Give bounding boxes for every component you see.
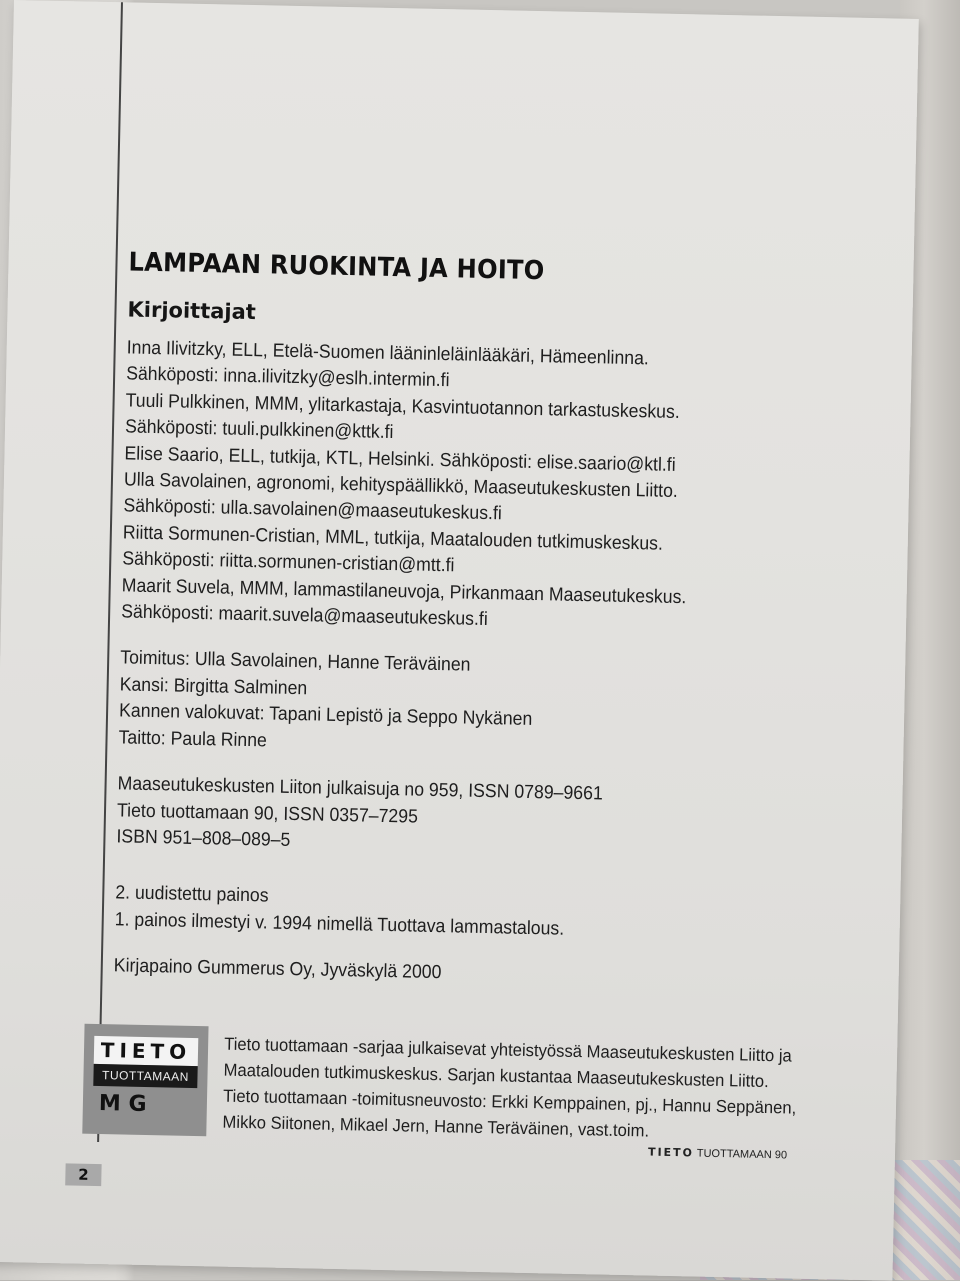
author-line: Ulla Savolainen, agronomi, kehityspäällikkö, Maaseutukeskusten Liitto.	[123, 469, 679, 503]
page-number: 2	[65, 1163, 101, 1186]
series-line: Tieto tuottamaan -toimitusneuvosto: Erkki Kemppainen, pj., Hannu Seppänen,	[222, 1085, 797, 1118]
author-line: Sähköposti: inna.ilivitzky@eslh.intermin.fi	[125, 363, 450, 392]
authors-list	[121, 335, 887, 641]
series-line: Maatalouden tutkimuskeskus. Sarjan kustantaa Maaseutukeskusten Liitto.	[223, 1059, 769, 1092]
author-line: Sähköposti: riitta.sormunen-cristian@mtt.fi	[122, 548, 455, 577]
series-line: Mikko Siitonen, Mikael Jern, Hanne Teräväinen, vast.toim.	[222, 1111, 650, 1141]
printer-line: Kirjapaino Gummerus Oy, Jyväskylä 2000	[113, 955, 442, 984]
author-line: Inna Ilivitzky, ELL, Etelä-Suomen lääninleläinlääkäri, Hämeenlinna.	[126, 337, 650, 370]
credits-list	[118, 646, 880, 768]
mg-logo-mark: M G	[98, 1090, 147, 1117]
series-mark-bold: TIETO	[647, 1145, 695, 1160]
credit-line: Toimitus: Ulla Savolainen, Hanne Teräväinen	[120, 647, 471, 677]
edition-line: 1. painos ilmestyi v. 1994 nimellä Tuottava lammastalous.	[114, 909, 565, 940]
edition-line: 2. uudistettu painos	[115, 882, 269, 907]
series-line: Tieto tuottamaan -sarjaa julkaisevat yhteistyössä Maaseutukeskusten Liitto ja	[223, 1033, 792, 1066]
author-line: Sähköposti: ulla.savolainen@maaseutukeskus.fi	[123, 495, 502, 525]
authors-heading: Kirjoittajat	[127, 297, 257, 325]
series-mark	[648, 1146, 787, 1162]
page-content	[114, 247, 889, 995]
author-line: Riitta Sormunen-Cristian, MML, tutkija, Maatalouden tutkimuskeskus.	[122, 522, 664, 555]
book-title: LAMPAAN RUOKINTA JA HOITO	[128, 247, 545, 287]
tieto-tuottamaan-logo	[82, 1024, 208, 1137]
logo-top-text: TIETO	[94, 1036, 199, 1066]
author-line: Sähköposti: maarit.suvela@maaseutukeskus.fi	[120, 601, 488, 631]
author-line: Elise Saario, ELL, tutkija, KTL, Helsinki. Sähköposti: elise.saario@ktl.fi	[124, 443, 676, 476]
credit-line: Kansi: Birgitta Salminen	[119, 674, 308, 700]
series-footer	[82, 1024, 884, 1161]
publication-line: Tieto tuottamaan 90, ISSN 0357–7295	[116, 799, 419, 828]
logo-middle-text: TUOTTAMAAN	[93, 1064, 197, 1088]
series-description	[222, 1031, 884, 1149]
credit-line: Kannen valokuvat: Tapani Lepistö ja Seppo Nykänen	[118, 700, 533, 731]
publication-line: Maaseutukeskusten Liiton julkaisuja no 959, ISSN 0789–9661	[117, 773, 603, 805]
publication-line: ISBN 951–808–089–5	[116, 826, 291, 851]
publication-info	[116, 771, 877, 866]
edition-info	[114, 881, 875, 950]
author-line: Sähköposti: tuuli.pulkkinen@kttk.fi	[124, 416, 394, 444]
author-line: Maarit Suvela, MMM, lammastilaneuvoja, Pirkanmaan Maaseutukeskus.	[121, 575, 687, 608]
printer-info	[114, 953, 874, 995]
credit-line: Taitto: Paula Rinne	[118, 727, 268, 752]
author-line: Tuuli Pulkkinen, MMM, ylitarkastaja, Kasvintuotannon tarkastuskeskus.	[125, 390, 680, 423]
series-mark-rest: TUOTTAMAAN 90	[696, 1147, 788, 1162]
